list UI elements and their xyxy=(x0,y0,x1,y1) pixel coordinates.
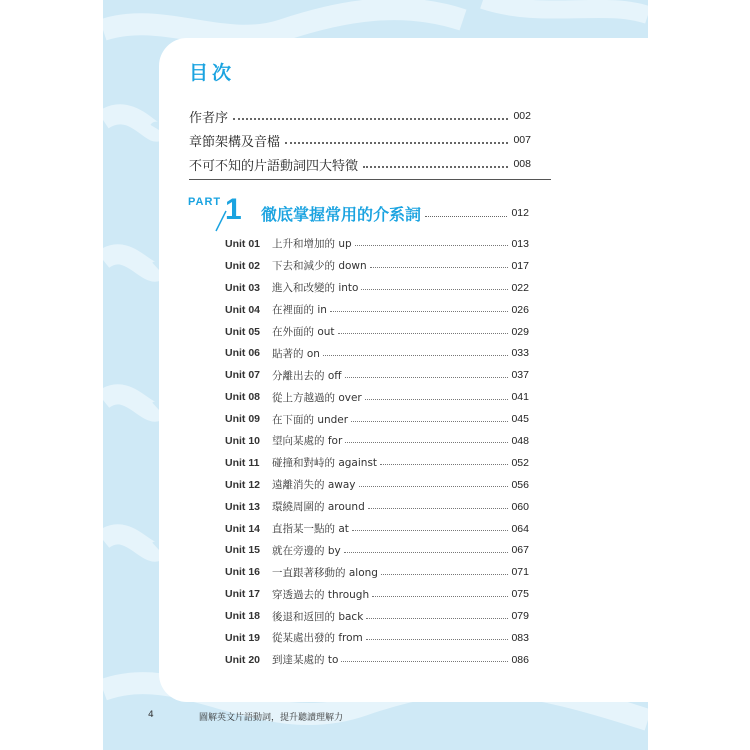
unit-page: 083 xyxy=(511,631,529,644)
unit-label: Unit 15 xyxy=(225,544,261,557)
unit-label: Unit 20 xyxy=(225,653,261,666)
toc-entry[interactable] xyxy=(189,104,531,128)
unit-label: Unit 17 xyxy=(225,588,261,601)
unit-title: 直指某一點的 at xyxy=(272,523,349,536)
toc-entry-title: 章節架構及音檔 xyxy=(189,134,281,150)
unit-page: 041 xyxy=(511,391,529,404)
unit-label: Unit 06 xyxy=(225,347,261,360)
unit-entry[interactable] xyxy=(225,561,529,583)
toc-panel xyxy=(159,38,648,702)
unit-page: 060 xyxy=(511,500,529,513)
unit-page: 056 xyxy=(511,478,529,491)
unit-title: 環繞周圍的 around xyxy=(272,501,365,514)
part-tag: PART xyxy=(188,196,222,208)
unit-entry[interactable] xyxy=(225,255,529,277)
unit-entry[interactable] xyxy=(225,539,529,561)
unit-list xyxy=(225,233,529,671)
unit-label: Unit 03 xyxy=(225,281,261,294)
leader-dots xyxy=(338,333,509,334)
leader-dots xyxy=(344,552,509,553)
unit-title: 分離出去的 off xyxy=(272,369,342,382)
unit-label: Unit 19 xyxy=(225,631,261,644)
leader-dots xyxy=(425,216,507,217)
unit-page: 022 xyxy=(511,281,529,294)
leader-dots xyxy=(368,508,509,509)
unit-label: Unit 07 xyxy=(225,369,261,382)
leader-dots xyxy=(381,574,509,575)
part-number: 1 xyxy=(225,193,242,226)
unit-label: Unit 08 xyxy=(225,391,261,404)
unit-title: 從上方越過的 over xyxy=(272,391,362,404)
unit-entry[interactable] xyxy=(225,364,529,386)
book-page xyxy=(103,0,648,750)
leader-dots xyxy=(366,618,508,619)
leader-dots xyxy=(372,596,508,597)
toc-title: 目次 xyxy=(189,62,236,84)
toc-entry-title: 不可不知的片語動詞四大特徵 xyxy=(189,158,359,174)
unit-title: 遠離消失的 away xyxy=(272,479,356,492)
leader-dots xyxy=(345,377,509,378)
unit-entry[interactable] xyxy=(225,518,529,540)
unit-page: 064 xyxy=(511,522,529,535)
leader-dots xyxy=(345,442,508,443)
unit-entry[interactable] xyxy=(225,277,529,299)
unit-label: Unit 12 xyxy=(225,478,261,491)
leader-dots xyxy=(355,245,509,246)
part-heading[interactable] xyxy=(261,202,529,224)
unit-label: Unit 13 xyxy=(225,500,261,513)
unit-title: 一直跟著移動的 along xyxy=(272,566,378,579)
unit-page: 048 xyxy=(511,434,529,447)
unit-label: Unit 01 xyxy=(225,237,261,250)
toc-entry-page: 008 xyxy=(513,158,531,170)
unit-page: 033 xyxy=(511,347,529,360)
unit-entry[interactable] xyxy=(225,452,529,474)
unit-entry[interactable] xyxy=(225,430,529,452)
unit-label: Unit 11 xyxy=(225,456,260,469)
unit-label: Unit 14 xyxy=(225,522,261,535)
unit-label: Unit 04 xyxy=(225,303,261,316)
unit-entry[interactable] xyxy=(225,496,529,518)
unit-title: 在下面的 under xyxy=(272,413,349,426)
unit-title: 下去和減少的 down xyxy=(272,260,367,273)
unit-label: Unit 10 xyxy=(225,434,261,447)
unit-label: Unit 16 xyxy=(225,566,261,579)
unit-title: 穿透過去的 through xyxy=(272,588,370,601)
unit-page: 026 xyxy=(511,303,529,316)
unit-label: Unit 02 xyxy=(225,259,261,272)
leader-dots xyxy=(323,355,509,356)
unit-page: 052 xyxy=(511,456,529,469)
leader-dots xyxy=(341,661,508,662)
part-title: 徹底掌握常用的介系詞 xyxy=(261,204,422,224)
unit-entry[interactable] xyxy=(225,627,529,649)
unit-title: 碰撞和對峙的 against xyxy=(272,457,378,470)
unit-entry[interactable] xyxy=(225,342,529,364)
unit-entry[interactable] xyxy=(225,583,529,605)
unit-title: 上升和增加的 up xyxy=(272,238,352,251)
toc-entry[interactable] xyxy=(189,128,531,152)
unit-title: 在外面的 out xyxy=(272,326,335,338)
unit-page: 071 xyxy=(511,566,529,579)
unit-label: Unit 18 xyxy=(225,610,261,623)
unit-page: 075 xyxy=(511,588,529,601)
unit-page: 017 xyxy=(511,259,529,272)
divider-line xyxy=(189,179,551,180)
leader-dots xyxy=(351,421,508,422)
leader-dots xyxy=(365,399,509,400)
unit-entry[interactable] xyxy=(225,233,529,255)
footer-book-title: 圖解英文片語動詞，提升聽讀理解力 xyxy=(199,713,344,723)
unit-entry[interactable] xyxy=(225,474,529,496)
leader-dots xyxy=(363,166,508,168)
toc-entry-page: 002 xyxy=(513,110,531,122)
unit-entry[interactable] xyxy=(225,321,529,343)
unit-title: 進入和改變的 into xyxy=(272,282,359,295)
unit-page: 067 xyxy=(511,544,529,557)
leader-dots xyxy=(380,464,508,465)
unit-entry[interactable] xyxy=(225,299,529,321)
unit-title: 從某處出發的 from xyxy=(272,632,363,645)
unit-page: 079 xyxy=(511,610,529,623)
toc-entry-page: 007 xyxy=(513,134,531,146)
front-matter-list xyxy=(189,104,531,176)
unit-entry[interactable] xyxy=(225,649,529,671)
leader-dots xyxy=(285,142,508,144)
unit-entry[interactable] xyxy=(225,408,529,430)
unit-page: 086 xyxy=(511,653,529,666)
leader-dots xyxy=(359,486,509,487)
unit-title: 望向某處的 for xyxy=(272,435,343,448)
unit-title: 貼著的 on xyxy=(272,347,320,360)
unit-page: 029 xyxy=(511,325,529,338)
unit-entry[interactable] xyxy=(225,386,529,408)
unit-label: Unit 05 xyxy=(225,325,261,338)
unit-label: Unit 09 xyxy=(225,413,261,426)
leader-dots xyxy=(330,311,509,312)
leader-dots xyxy=(361,289,508,290)
part-page: 012 xyxy=(511,207,529,219)
leader-dots xyxy=(366,639,509,640)
unit-page: 045 xyxy=(511,413,529,426)
unit-title: 後退和返回的 back xyxy=(272,610,364,623)
toc-entry[interactable] xyxy=(189,152,531,176)
leader-dots xyxy=(370,267,509,268)
unit-page: 013 xyxy=(511,237,529,250)
unit-title: 到達某處的 to xyxy=(272,654,339,667)
footer-page-number: 4 xyxy=(148,710,154,720)
unit-title: 就在旁邊的 by xyxy=(272,544,341,557)
toc-entry-title: 作者序 xyxy=(189,110,229,126)
unit-title: 在裡面的 in xyxy=(272,304,327,317)
leader-dots xyxy=(352,530,509,531)
unit-entry[interactable] xyxy=(225,605,529,627)
unit-page: 037 xyxy=(511,369,529,382)
leader-dots xyxy=(233,118,508,120)
